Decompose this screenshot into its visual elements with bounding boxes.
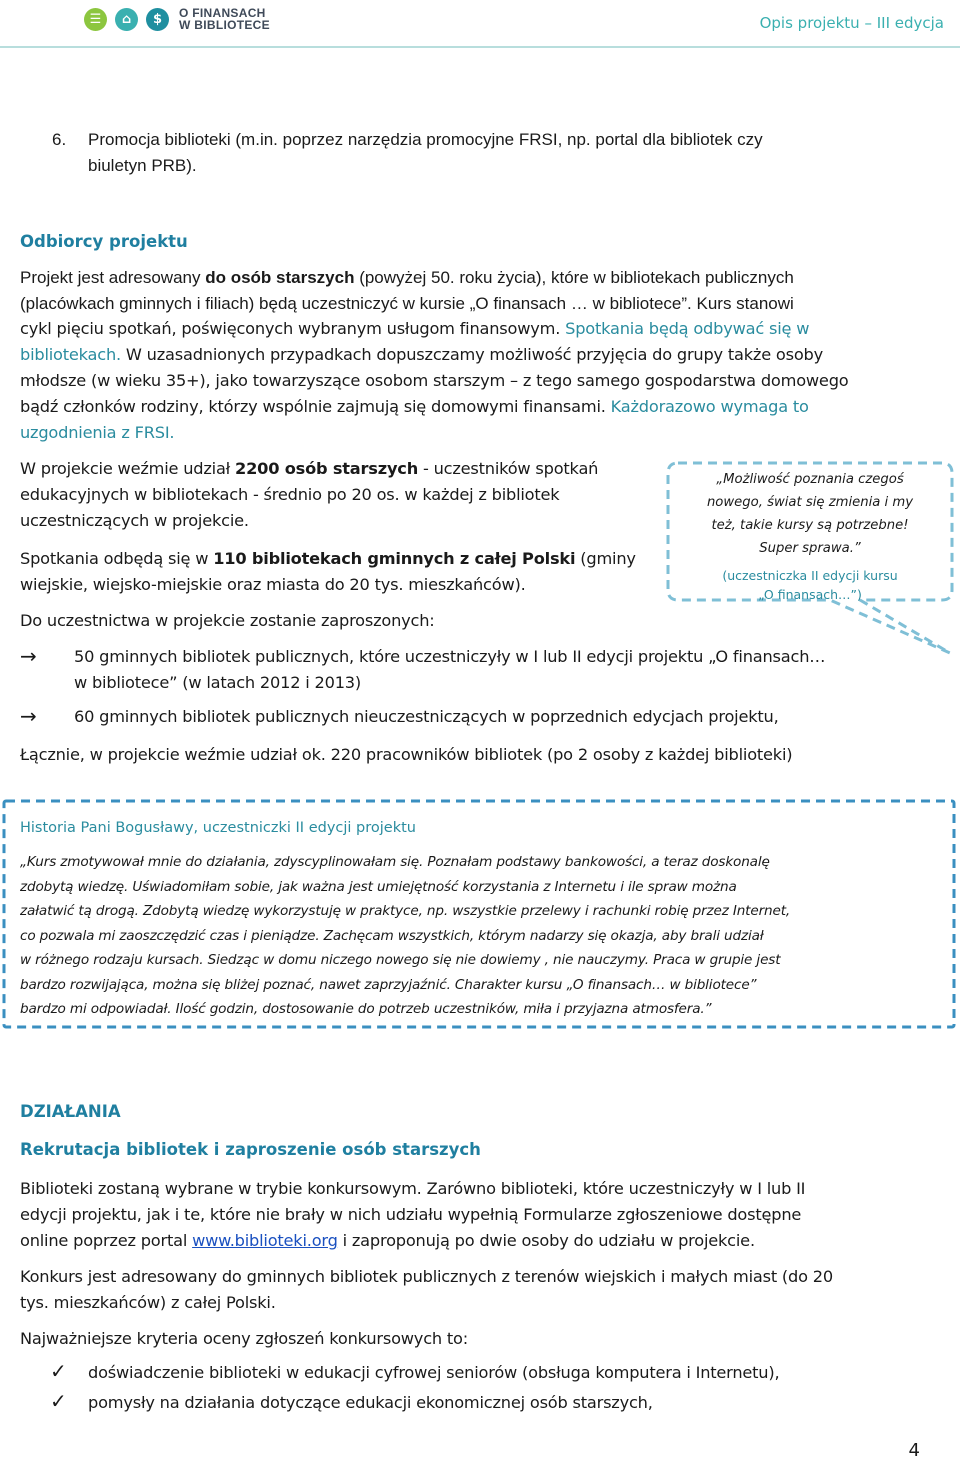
actions-p1-line1: Biblioteki zostaną wybrane w trybie konkursowym. Zarówno biblioteki, które uczestniczyły w I lub II (20, 1179, 806, 1198)
text-span: W uzasadnionych przypadkach dopuszczamy możliwość przyjęcia do grupy także osoby (125, 345, 823, 364)
recipients-p1-line5: młodsze (w wieku 35+), jako towarzyszące osobom starszym – z tego samego gospodarstwa domowego (20, 371, 849, 390)
actions-p2-line2: tys. mieszkańców) z całej Polski. (20, 1293, 276, 1312)
text-span: (powyżej 50. roku życia), które w bibliotekach publicznych (354, 268, 794, 287)
bubble-attribution-line2: „O finansach…”) (758, 587, 862, 602)
text-span: cykl pięciu spotkań, poświęconych wybranym usługom finansowym. (20, 319, 561, 338)
text-span: W projekcie weźmie udział (20, 459, 236, 478)
highlight-span: Każdorazowo wymaga to (610, 397, 809, 416)
actions-heading: DZIAŁANIA (20, 1102, 121, 1121)
story-line: bardzo rozwijająca, można się bliżej poznać, nawet zaprzyjaźnić. Charakter kursu „O finansach… w bibliotece” (20, 976, 757, 993)
logo-circle-blue: $ (146, 8, 169, 31)
story-line: co pozwala mi zaoszczędzić czas i pieniądze. Zachęcam wszystkich, którym nadarzy się okazja, aby brali udział (20, 927, 764, 944)
recipients-p1-line3 (20, 316, 809, 342)
portal-link[interactable]: www.biblioteki.org (192, 1231, 338, 1250)
criteria-item: doświadczenie biblioteki w edukacji cyfrowej seniorów (obsługa komputera i Internetu), (88, 1363, 780, 1382)
recipients-p1-line2: (placówkach gminnych i filiach) będą uczestniczyć w kursie „O finansach … w bibliotece”. Kurs stanowi (20, 294, 794, 313)
text-span: i zaproponują po dwie osoby do udziału w projekcie. (337, 1231, 755, 1250)
recipients-p3-line2: wiejskie, wiejsko-miejskie oraz miasta do 20 tys. mieszkańców). (20, 575, 526, 594)
logo-circle-green: ☰ (84, 8, 107, 31)
logo-circle-teal: ⌂ (115, 8, 138, 31)
page-number: 4 (908, 1440, 920, 1461)
bullet1-line2: w bibliotece” (w latach 2012 i 2013) (74, 673, 362, 692)
speech-bubble (672, 468, 948, 604)
text-span: online poprzez portal (20, 1231, 193, 1250)
item6-line2: biuletyn PRB). (88, 156, 197, 175)
page-header (0, 0, 960, 48)
actions-subheading: Rekrutacja bibliotek i zaproszenie osób starszych (20, 1140, 481, 1159)
bubble-quote-line3: też, takie kursy są potrzebne! (711, 518, 909, 533)
logo-text (179, 7, 270, 31)
actions-p2-line1: Konkurs jest adresowany do gminnych bibliotek publicznych z terenów wiejskich i małych miast (do 20 (20, 1267, 833, 1286)
actions-p1-line3 (20, 1228, 755, 1254)
text-span: Spotkania odbędą się w (20, 549, 214, 568)
recipients-heading: Odbiorcy projektu (20, 232, 188, 251)
recipients-total: Łącznie, w projekcie weźmie udział ok. 220 pracowników bibliotek (po 2 osoby z każdej biblioteki) (20, 745, 793, 764)
story-line: w różnego rodzaju kursach. Siedząc w domu niczego nowego się nie dowiemy , nie nauczymy. Praca w grupie jest (20, 952, 781, 968)
bullet2-line1: 60 gminnych bibliotek publicznych nieuczestniczących w poprzednich edycjach projektu, (74, 707, 779, 726)
highlight-span: bibliotekach. (20, 345, 121, 364)
recipients-p1-line4 (20, 342, 823, 368)
bold-span: 110 bibliotekach gminnych z całej Polski (213, 549, 576, 568)
bubble-quote-line1: „Możliwość poznania czegoś (716, 472, 904, 487)
item6-line1: Promocja biblioteki (m.in. poprzez narzędzia promocyjne FRSI, np. portal dla bibliotek czy (88, 130, 763, 149)
recipients-invite-intro: Do uczestnictwa w projekcie zostanie zaproszonych: (20, 611, 435, 630)
text-span: - uczestników spotkań (418, 459, 599, 478)
logo-line2: W BIBLIOTECE (179, 18, 270, 32)
recipients-p2-line3: uczestniczących w projekcie. (20, 511, 249, 530)
logo-line1: O FINANSACH (179, 6, 266, 20)
recipients-p1-line7: uzgodnienia z FRSI. (20, 423, 175, 442)
bold-span: 2200 osób starszych (235, 459, 419, 478)
highlight-span: Spotkania będą odbywać się w (565, 319, 810, 338)
criteria-item: pomysły na działania dotyczące edukacji ekonomicznej osób starszych, (88, 1393, 653, 1412)
criteria-intro: Najważniejsze kryteria oceny zgłoszeń konkursowych to: (20, 1329, 468, 1348)
story-line: bardzo mi odpowiadał. Ilość godzin, dostosowanie do potrzeb uczestników, miła i przyjazna atmosfera.” (20, 1001, 712, 1017)
actions-p1-line2: edycji projektu, jak i te, które nie brały w nich udziału wypełnią Formularze zgłoszeniowe dostępne (20, 1205, 802, 1224)
arrow-right-icon: → (20, 644, 37, 668)
bubble-quote-line2: nowego, świat się zmienia i my (706, 495, 914, 510)
recipients-p3-line1 (20, 546, 636, 572)
logo (84, 4, 270, 34)
text-span: bądź członków rodziny, którzy wspólnie zajmują się domowymi finansami. (20, 397, 606, 416)
header-divider (0, 46, 960, 48)
bubble-quote-line4: Super sprawa.” (759, 541, 861, 556)
bubble-attribution-line1: (uczestniczka II edycji kursu (722, 568, 898, 583)
story-line: załatwić tą drogą. Zdobytą wiedzę wykorzystuję w praktyce, np. wszystkie przelewy i rachunki robię przez Internet, (20, 903, 791, 919)
text-span: (gminy (575, 549, 636, 568)
checkmark-icon: ✓ (50, 1389, 67, 1413)
story-line: zdobytą wiedzę. Uświadomiłam sobie, jak ważna jest umiejętność korzystania z Internetu i ile spraw można (20, 878, 737, 895)
story-quote (20, 850, 940, 1022)
list-number-6: 6. (52, 130, 67, 149)
recipients-p1-line1 (20, 266, 794, 290)
checkmark-icon: ✓ (50, 1359, 67, 1383)
header-title: Opis projektu – III edycja (759, 14, 944, 32)
story-line: „Kurs zmotywował mnie do działania, zdyscyplinowałam się. Poznałam podstawy bankowości, a teraz doskonalę (20, 854, 770, 870)
recipients-p1-line6 (20, 394, 809, 420)
recipients-p2-line1 (20, 456, 598, 482)
bullet1-line1: 50 gminnych bibliotek publicznych, które uczestniczyły w I lub II edycji projektu „O finansach… (74, 647, 826, 666)
bold-span: do osób starszych (205, 268, 355, 287)
recipients-p2-line2: edukacyjnych w bibliotekach - średnio po 20 os. w każdej z bibliotek (20, 485, 560, 504)
story-title: Historia Pani Bogusławy, uczestniczki II edycji projektu (20, 820, 416, 836)
text-span: Projekt jest adresowany (20, 268, 206, 287)
arrow-right-icon: → (20, 704, 37, 728)
